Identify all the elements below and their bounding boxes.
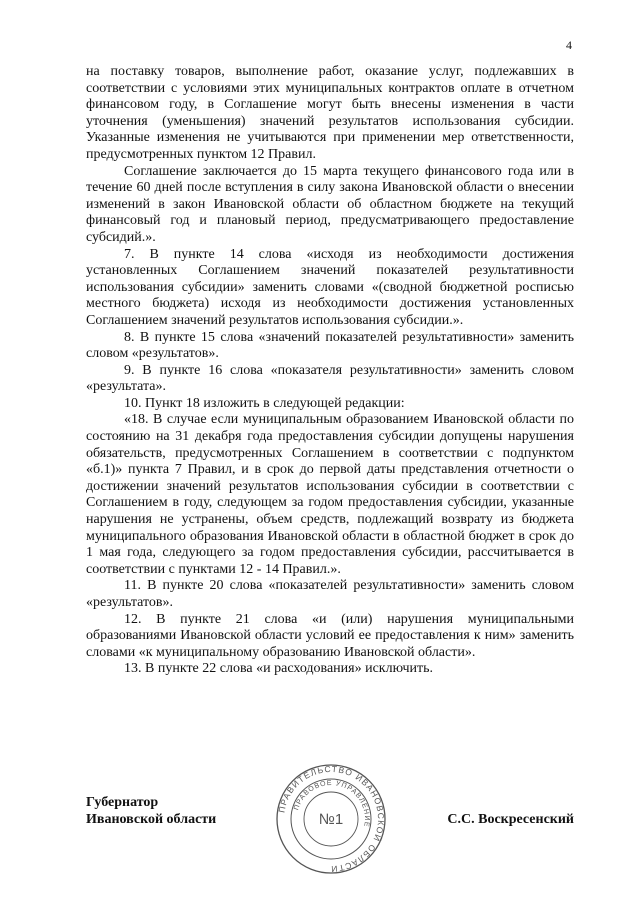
official-seal	[267, 764, 395, 874]
svg-text:ПРАВИТЕЛЬСТВО ИВАНОВСКОЙ ОБЛАС: ПРАВИТЕЛЬСТВО ИВАНОВСКОЙ ОБЛАСТИ	[276, 764, 387, 874]
paragraph-item-11: 11. В пункте 20 слова «показателей результативности» заменить словом «результатов».	[86, 578, 574, 610]
signatory-name: С.С. Воскресенский	[447, 812, 574, 827]
signatory-title	[86, 794, 216, 828]
svg-text:№1: №1	[318, 811, 344, 828]
paragraph-item-13: 13. В пункте 22 слова «и расходования» исключить.	[124, 661, 434, 677]
paragraph-item-12: 12. В пункте 21 слова «и (или) нарушения муниципальными образованиями Ивановской области условий ее предоставления к ним» заменить словами «к муниципальному образованию Ивановской области».	[86, 611, 574, 660]
paragraph-item-10: 10. Пункт 18 изложить в следующей редакции:	[124, 395, 405, 411]
paragraph-item-9: 9. В пункте 16 слова «показателя результативности» заменить словом «результата».	[86, 362, 574, 395]
paragraph-continuation: на поставку товаров, выполнение работ, оказание услуг, подлежавших в соответствии с условиями этих муниципальных контрактов оплате в отчетном финансовом году, в Соглашение могут быть внесены изменения в части уточнения (уменьшения) значений результатов использования субсидии. Указанные изменения не учитываются при применении мер ответственности, предусмотренных пунктом 12 Правил.	[86, 64, 574, 162]
signatory-title-line2: Ивановской области	[86, 812, 217, 827]
signature-block	[86, 764, 574, 874]
paragraph-agreement-deadline: Соглашение заключается до 15 марта текущего финансового года или в течение 60 дней после вступления в силу закона Ивановской области о внесении изменений в закон Ивановской области об областном бюджете на текущий финансовый год и плановый период, предусматривающего предоставление субсидий.».	[86, 163, 574, 245]
signatory-title-line1: Губернатор	[86, 795, 159, 810]
svg-text:ПРАВОВОЕ УПРАВЛЕНИЕ: ПРАВОВОЕ УПРАВЛЕНИЕ	[293, 779, 371, 828]
page-number: 4	[566, 38, 572, 52]
paragraph-item-18-text: «18. В случае если муниципальным образованием Ивановской области по состоянию на 31 декабря года предоставления субсидии допущены нарушения обязательств, предусмотренных Соглашением в соответствии с подпунктом «б.1)» пункта 7 Правил, и в срок до первой даты представления отчетности о достижении значений результатов использования субсидии в соответствии с Соглашением в году, следующем за годом предоставления субсидии, указанные нарушения не устранены, объем средств, подлежащий возврату из бюджета муниципального образования Ивановской области в областной бюджет в срок до 1 мая года, следующего за годом предоставления субсидии, рассчитывается в соответствии с пунктами 12 - 14 Правил.».	[86, 412, 574, 577]
paragraph-item-8: 8. В пункте 15 слова «значений показателей результативности» заменить словом «результатов».	[86, 329, 574, 362]
paragraph-item-7: 7. В пункте 14 слова «исходя из необходимости достижения установленных Соглашением значений показателей результативности использования субсидии» заменить словами «(сводной бюджетной росписью местного бюджета) исходя из необходимости достижения установленных Соглашением значений результатов использования субсидии.».	[86, 246, 574, 328]
document-body	[86, 64, 574, 678]
